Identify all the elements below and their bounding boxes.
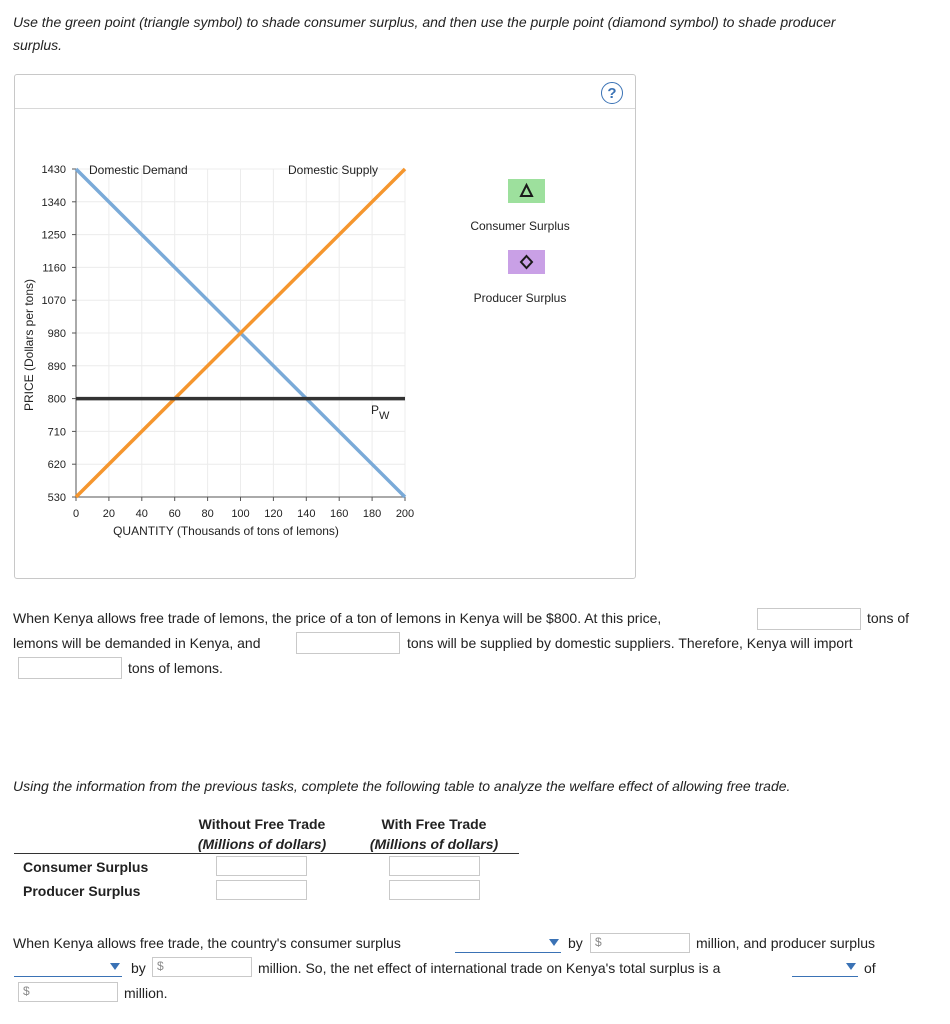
q2-intro: Using the information from the previous tasks, complete the following table to analyze the welfare effect of allowing free trade.: [13, 778, 791, 794]
x-tick-label: 200: [395, 508, 415, 520]
cs-change-dropdown[interactable]: [455, 935, 561, 953]
x-tick-label: 140: [297, 508, 316, 520]
cs-change-input[interactable]: [590, 933, 690, 953]
col-with-title: With Free Trade: [381, 816, 487, 832]
q1-line-2-end: tons will be supplied by domestic suppliers. Therefore, Kenya will import: [407, 635, 853, 651]
q3-of: of: [864, 960, 876, 976]
q1-line-1-text: When Kenya allows free trade of lemons, the price of a ton of lemons in Kenya will be $800. At this price,: [13, 610, 662, 626]
consumer-surplus-label: Consumer Surplus: [470, 219, 570, 233]
y-tick-label: 530: [47, 492, 66, 504]
consumer-surplus-tool[interactable]: [508, 179, 545, 203]
table-header-rule: [14, 853, 519, 854]
x-tick-label: 40: [135, 508, 148, 520]
dollar-sign: $: [595, 935, 602, 949]
y-tick-label: 1250: [41, 229, 66, 242]
supply-label: Domestic Supply: [288, 163, 379, 177]
demand-label: Domestic Demand: [89, 163, 188, 177]
x-tick-label: 80: [201, 508, 214, 520]
imports-input[interactable]: [18, 657, 122, 679]
producer-surplus-label: Producer Surplus: [473, 291, 567, 305]
world-price-label: PW: [371, 403, 390, 422]
producer-surplus-swatch[interactable]: [508, 250, 545, 274]
row-producer-surplus: Producer Surplus: [23, 883, 141, 899]
col-without-title: Without Free Trade: [198, 816, 326, 832]
quantity-demanded-input[interactable]: [757, 608, 861, 630]
x-axis-label: QUANTITY (Thousands of tons of lemons): [113, 524, 339, 538]
chevron-down-icon: [846, 963, 856, 970]
producer-surplus-tool[interactable]: [508, 250, 545, 274]
quantity-supplied-input[interactable]: [296, 632, 400, 654]
chevron-down-icon: [110, 963, 120, 970]
q3-line-1-end: million, and producer surplus: [696, 935, 875, 951]
x-tick-label: 180: [362, 508, 382, 520]
instructions-line-1: Use the green point (triangle symbol) to shade consumer surplus, and then use the purple point (diamond symbol) to shade producer: [13, 14, 836, 30]
net-effect-input[interactable]: [18, 982, 118, 1002]
consumer-surplus-swatch[interactable]: [508, 179, 545, 203]
q1-line-1-end: tons of: [867, 610, 910, 626]
q3-line-2-text: million. So, the net effect of international trade on Kenya's total surplus is a: [258, 960, 721, 976]
q3-by-1: by: [568, 935, 583, 951]
y-tick-label: 1070: [41, 295, 66, 308]
col-with-sub: (Millions of dollars): [369, 836, 499, 852]
dollar-sign: $: [157, 959, 164, 973]
ps-with-input[interactable]: [389, 880, 480, 900]
net-effect-dropdown[interactable]: [792, 959, 858, 977]
ps-without-input[interactable]: [216, 880, 307, 900]
q3-line-1-text: When Kenya allows free trade, the country's consumer surplus: [13, 935, 401, 951]
y-tick-label: 890: [47, 360, 66, 373]
y-tick-label: 1430: [41, 164, 66, 176]
dollar-sign: $: [23, 984, 30, 998]
q3-by-2: by: [131, 960, 146, 976]
cs-without-input[interactable]: [216, 856, 307, 876]
y-tick-label: 800: [47, 393, 66, 406]
q1-line-3-end: tons of lemons.: [128, 660, 223, 676]
y-axis-label: PRICE (Dollars per tons): [22, 278, 36, 412]
y-tick-label: 710: [47, 426, 66, 439]
y-tick-label: 1340: [41, 196, 66, 209]
y-tick-label: 620: [47, 459, 66, 472]
q1-line-2-text: lemons will be demanded in Kenya, and: [13, 635, 261, 651]
x-tick-label: 100: [231, 508, 250, 520]
x-tick-label: 160: [330, 508, 349, 520]
ps-change-input[interactable]: [152, 957, 252, 977]
help-icon[interactable]: ?: [601, 82, 623, 104]
cs-with-input[interactable]: [389, 856, 480, 876]
x-tick-label: 120: [264, 508, 283, 520]
instructions-line-2: surplus.: [13, 37, 63, 53]
q3-line-3-end: million.: [124, 985, 168, 1001]
x-tick-label: 0: [72, 508, 80, 520]
ps-change-dropdown[interactable]: [14, 959, 122, 977]
x-tick-label: 20: [102, 508, 116, 520]
y-tick-label: 1160: [42, 262, 66, 275]
x-tick-label: 60: [168, 508, 181, 520]
y-tick-label: 980: [47, 328, 66, 340]
row-consumer-surplus: Consumer Surplus: [23, 859, 149, 875]
col-without-sub: (Millions of dollars): [197, 836, 327, 852]
chevron-down-icon: [549, 939, 559, 946]
